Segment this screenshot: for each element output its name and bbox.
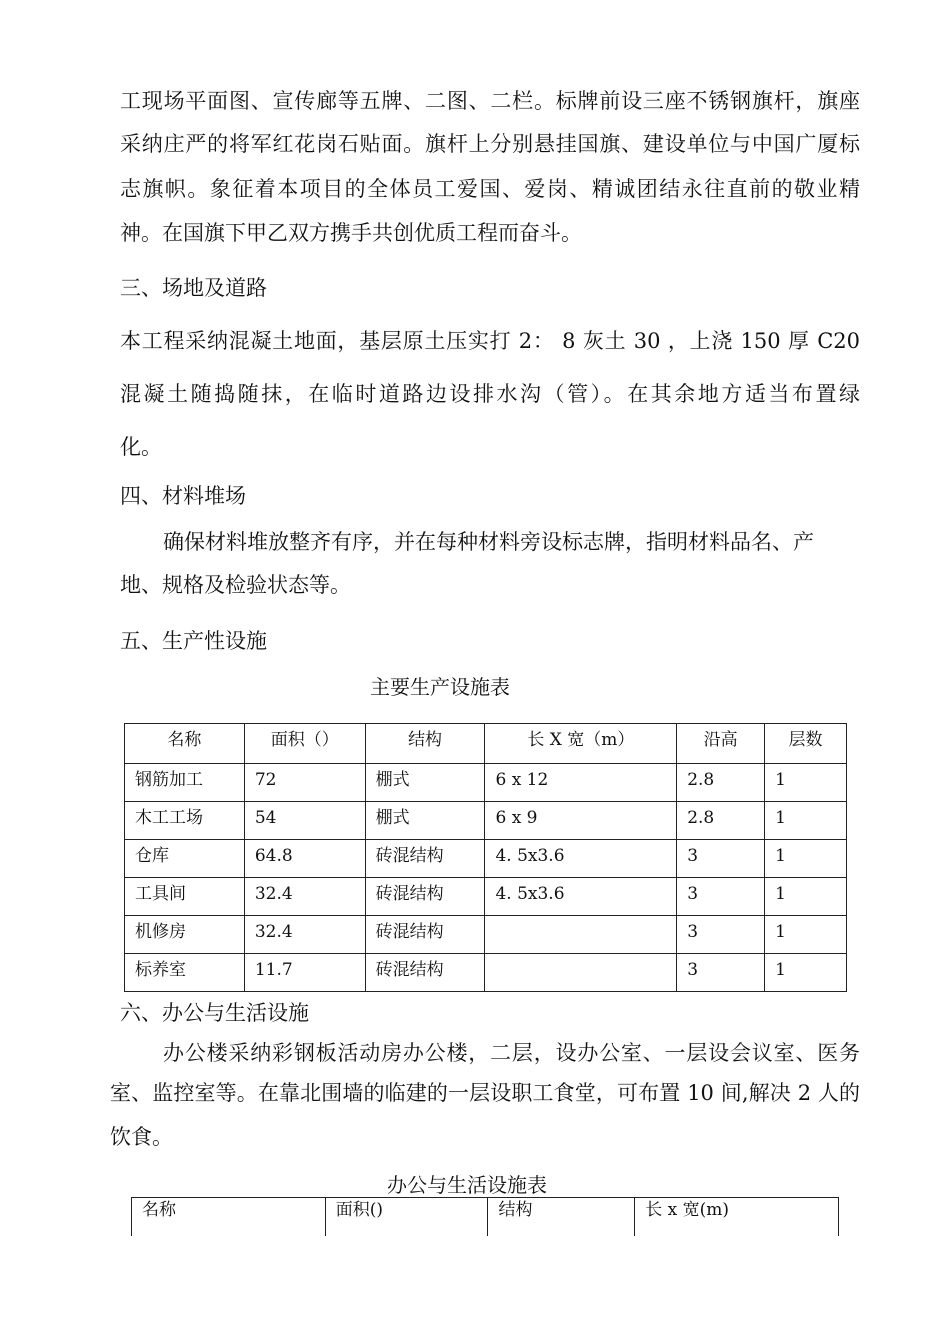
table-cell: 木工工场 [125,802,245,840]
paragraph-line: 神。在国旗下甲乙双方携手共创优质工程而奋斗。 [120,221,582,245]
paragraph-line: 混凝土随捣随抹，在临时道路边设排水沟（管）。在其余地方适当布置绿 [120,382,860,406]
table-title: 办公与生活设施表 [387,1173,547,1197]
office-living-facilities-table [131,1197,839,1236]
column-header: 面积（） [244,724,365,764]
table-cell: 6 x 12 [485,764,677,802]
paragraph-line: 地、规格及检验状态等。 [120,573,351,597]
table-cell: 1 [765,916,847,954]
table-cell: 砖混结构 [365,916,485,954]
table-row [125,916,847,954]
table-cell: 1 [765,878,847,916]
paragraph-line: 确保材料堆放整齐有序，并在每种材料旁设标志牌，指明材料品名、产 [163,530,814,554]
table-cell: 32.4 [244,916,365,954]
column-header: 沿高 [677,724,765,764]
table-cell: 3 [677,954,765,992]
paragraph-line: 志旗帜。象征着本项目的全体员工爱国、爱岗、精诚团结永往直前的敬业精 [120,177,860,201]
paragraph-line: 办公楼采纳彩钢板活动房办公楼，二层，设办公室、一层设会议室、医务 [163,1041,860,1065]
paragraph-line: 本工程采纳混凝土地面，基层原土压实打 2： 8 灰土 30 ，上浇 150 厚 C20 [120,329,860,353]
production-facilities-table [124,723,847,992]
table-row [125,764,847,802]
section-heading: 六、办公与生活设施 [120,1001,309,1025]
column-header: 结构 [365,724,485,764]
table-cell: 钢筋加工 [125,764,245,802]
column-header: 长 X 宽（m） [485,724,677,764]
table-cell: 3 [677,840,765,878]
column-header: 结构 [488,1198,635,1237]
table-cell [485,954,677,992]
table-cell: 3 [677,878,765,916]
table-cell: 仓库 [125,840,245,878]
paragraph-line: 饮食。 [110,1125,173,1149]
table-title: 主要生产设施表 [370,675,510,699]
table-row [125,840,847,878]
table-cell: 72 [244,764,365,802]
column-header: 长 x 宽(m) [635,1198,839,1237]
table-cell: 1 [765,764,847,802]
column-header: 层数 [765,724,847,764]
table-cell: 32.4 [244,878,365,916]
table-row [125,802,847,840]
section-heading: 五、生产性设施 [120,629,267,653]
column-header: 面积() [325,1198,488,1237]
table-cell: 标养室 [125,954,245,992]
table-cell: 砖混结构 [365,840,485,878]
table-cell: 棚式 [365,764,485,802]
table-row [125,954,847,992]
table-row [125,878,847,916]
table-cell: 工具间 [125,878,245,916]
table-header-row [125,724,847,764]
table-cell: 砖混结构 [365,878,485,916]
table-cell: 砖混结构 [365,954,485,992]
column-header: 名称 [132,1198,326,1237]
section-heading: 三、场地及道路 [120,276,267,300]
section-heading: 四、材料堆场 [120,484,246,508]
table-cell: 1 [765,840,847,878]
paragraph-line: 室、监控室等。在靠北围墙的临建的一层设职工食堂，可布置 10 间,解决 2 人的 [110,1081,860,1105]
table-cell [485,916,677,954]
paragraph-line: 工现场平面图、宣传廊等五牌、二图、二栏。标牌前设三座不锈钢旗杆，旗座 [120,89,860,113]
paragraph-line: 化。 [120,435,162,459]
table-cell: 4. 5x3.6 [485,840,677,878]
column-header: 名称 [125,724,245,764]
table-cell: 4. 5x3.6 [485,878,677,916]
table-cell: 11.7 [244,954,365,992]
table-cell: 棚式 [365,802,485,840]
table-cell: 2.8 [677,802,765,840]
paragraph-line: 采纳庄严的将军红花岗石贴面。旗杆上分别悬挂国旗、建设单位与中国广厦标 [120,132,860,156]
table-cell: 机修房 [125,916,245,954]
table-header-row [132,1198,839,1237]
table-cell: 64.8 [244,840,365,878]
table-cell: 2.8 [677,764,765,802]
table-cell: 3 [677,916,765,954]
table-cell: 1 [765,954,847,992]
table-cell: 1 [765,802,847,840]
table-cell: 6 x 9 [485,802,677,840]
table-cell: 54 [244,802,365,840]
